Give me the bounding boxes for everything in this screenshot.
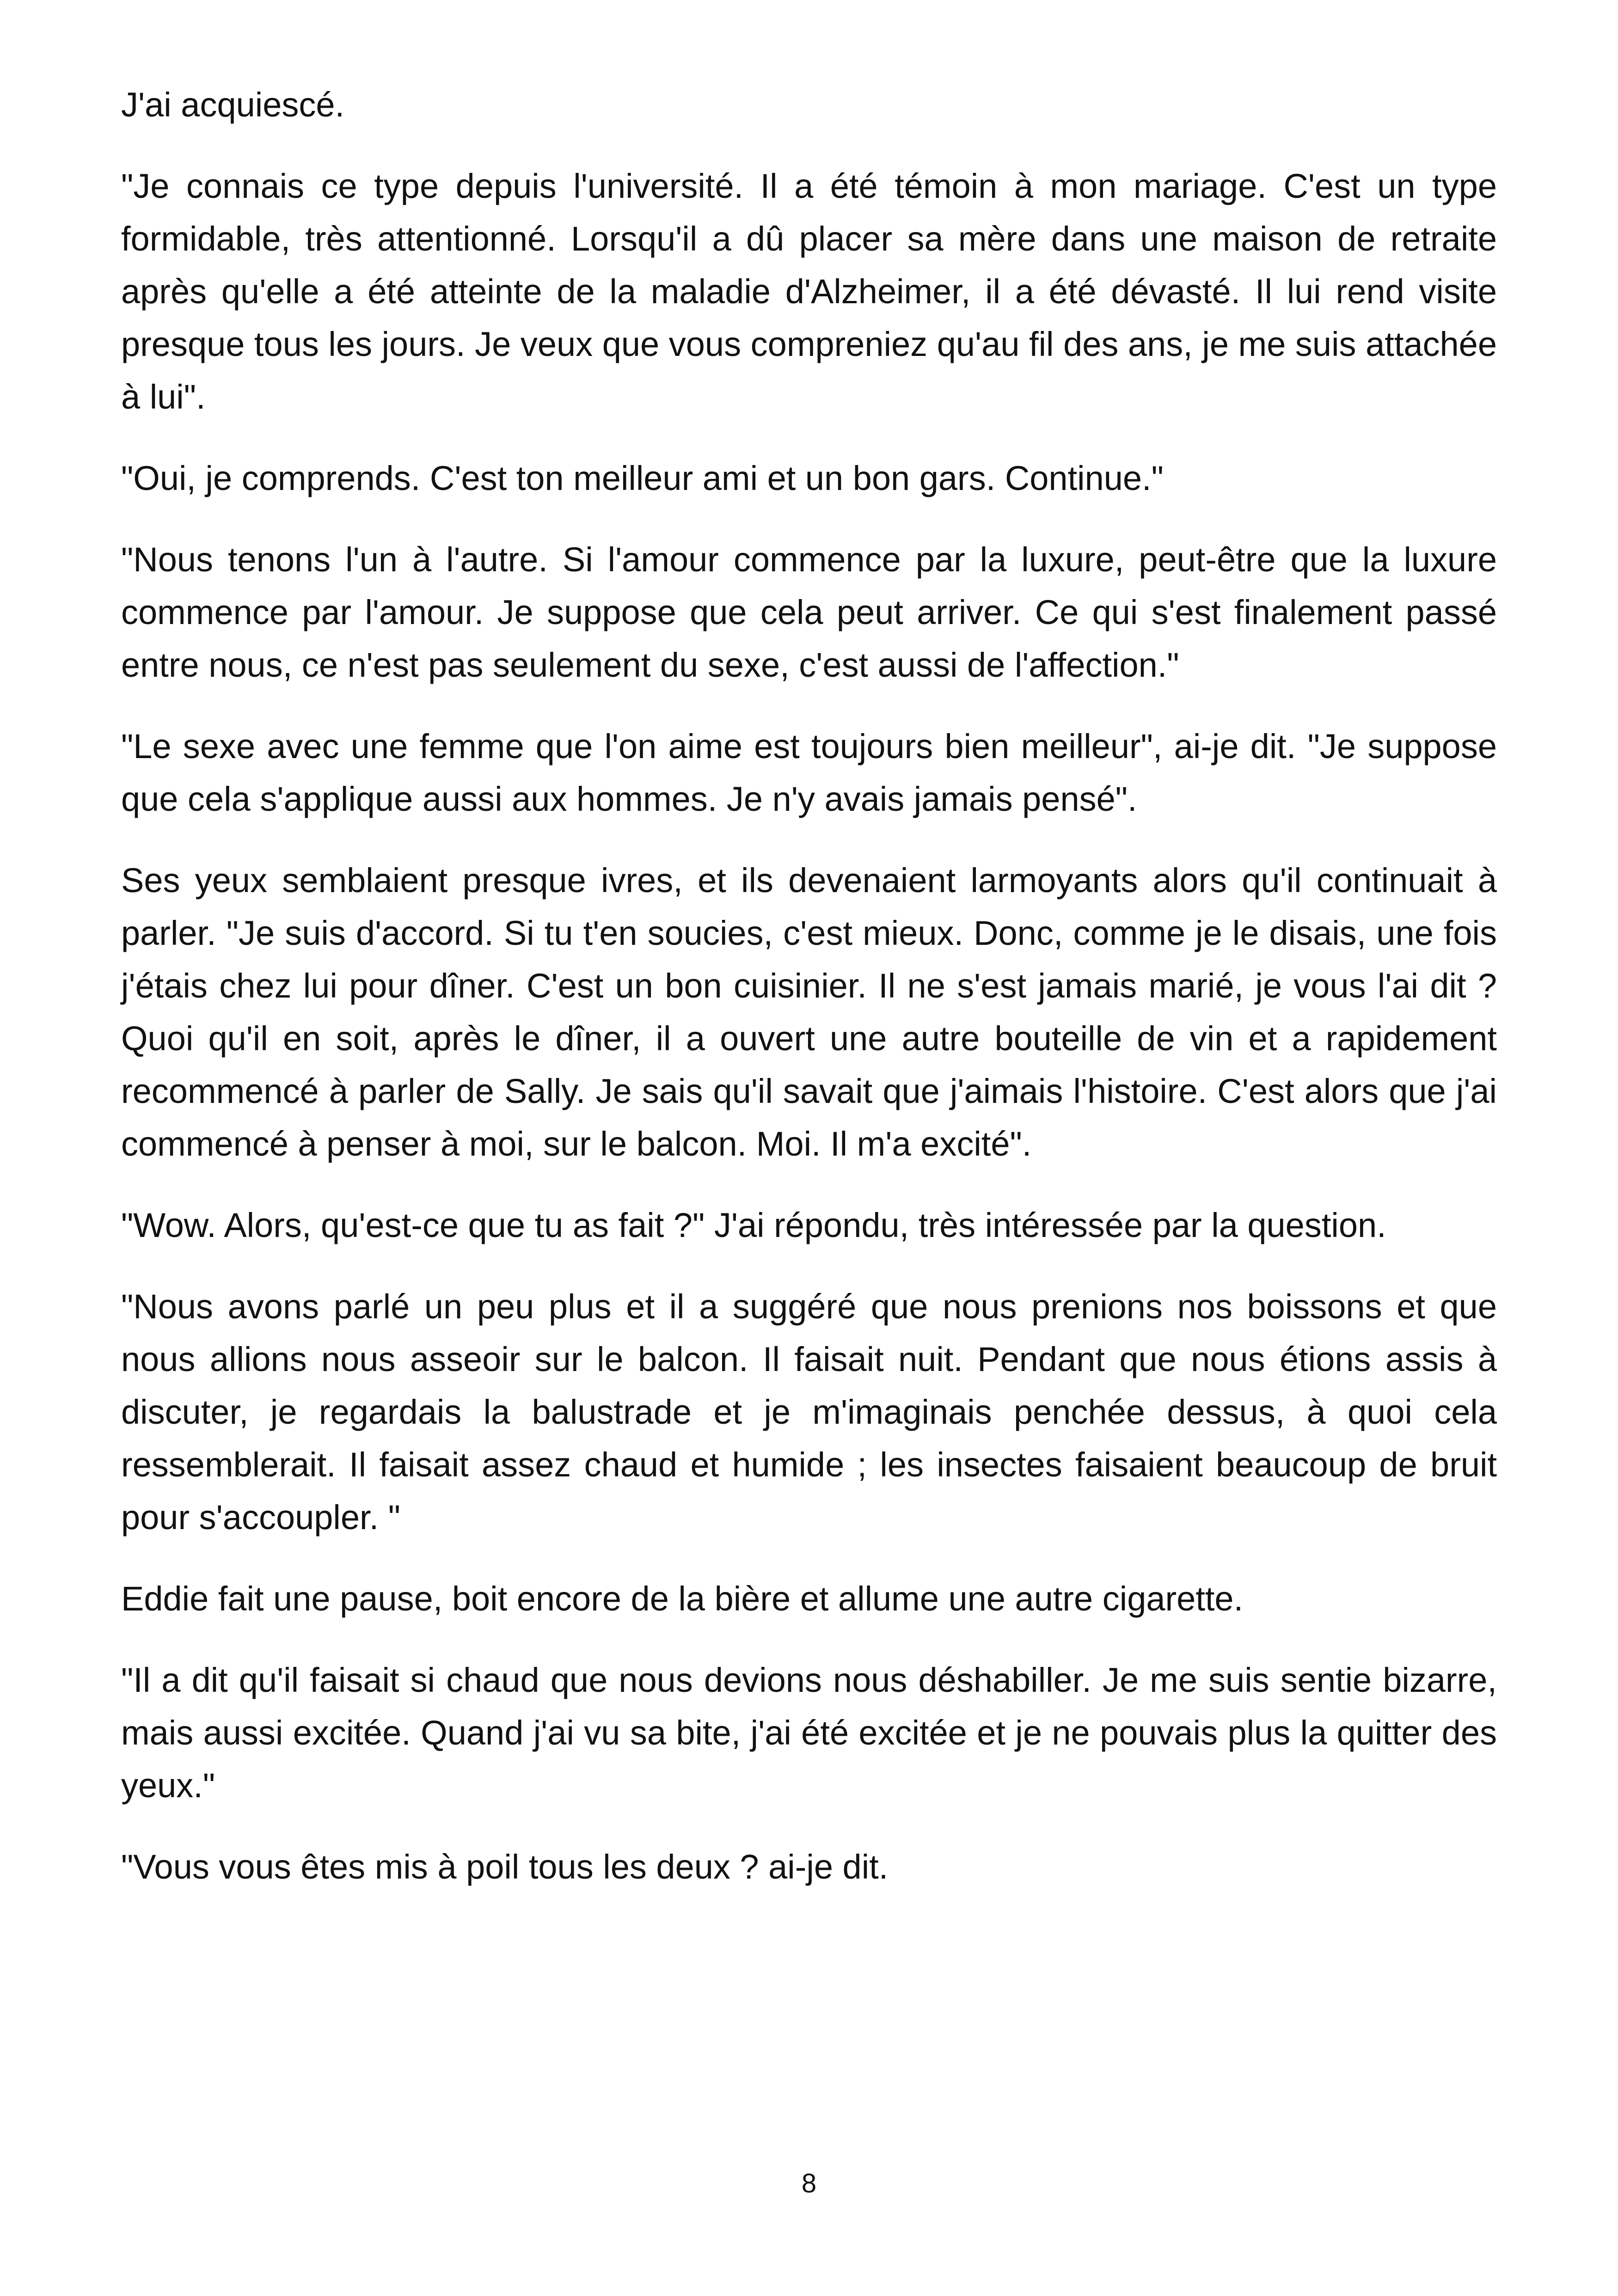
page-number: 8 xyxy=(801,2168,817,2198)
paragraph: "Le sexe avec une femme que l'on aime est toujours bien meilleur", ai-je dit. "Je suppose que cela s'applique aussi aux hommes. Je n'y avais jamais pensé". xyxy=(121,727,1497,818)
paragraph: "Il a dit qu'il faisait si chaud que nous devions nous déshabiller. Je me suis sentie bizarre, mais aussi excitée. Quand j'ai vu sa bite, j'ai été excitée et je ne pouvais plus la quitter des yeux." xyxy=(121,1661,1497,1805)
paragraph: Ses yeux semblaient presque ivres, et ils devenaient larmoyants alors qu'il continuait à parler. "Je suis d'accord. Si tu t'en soucies, c'est mieux. Donc, comme je le disais, une fois j'étais chez lui pour dîner. C'est un bon cuisinier. Il ne s'est jamais marié, je vous l'ai dit ? Quoi qu'il en soit, après le dîner, il a ouvert une autre bouteille de vin et a rapidement recommencé à parler de Sally. Je sais qu'il savait que j'aimais l'histoire. C'est alors que j'ai commencé à penser à moi, sur le balcon. Moi. Il m'a excité". xyxy=(121,861,1497,1163)
body-text xyxy=(121,79,1497,1922)
paragraph: Eddie fait une pause, boit encore de la bière et allume une autre cigarette. xyxy=(121,1580,1244,1618)
paragraph: "Nous tenons l'un à l'autre. Si l'amour commence par la luxure, peut-être que la luxure commence par l'amour. Je suppose que cela peut arriver. Ce qui s'est finalement passé entre nous, ce n'est pas seulement du sexe, c'est aussi de l'affection." xyxy=(121,540,1497,684)
paragraph: "Vous vous êtes mis à poil tous les deux ? ai-je dit. xyxy=(121,1848,889,1886)
paragraph: "Je connais ce type depuis l'université. Il a été témoin à mon mariage. C'est un type formidable, très attentionné. Lorsqu'il a dû placer sa mère dans une maison de retraite après qu'elle a été atteinte de la maladie d'Alzheimer, il a été dévasté. Il lui rend visite presque tous les jours. Je veux que vous compreniez qu'au fil des ans, je me suis attachée à lui". xyxy=(121,167,1497,416)
paragraph: "Wow. Alors, qu'est-ce que tu as fait ?" J'ai répondu, très intéressée par la question. xyxy=(121,1206,1386,1244)
paragraph: J'ai acquiescé. xyxy=(121,86,345,124)
paragraph: "Oui, je comprends. C'est ton meilleur ami et un bon gars. Continue." xyxy=(121,459,1164,497)
paragraph: "Nous avons parlé un peu plus et il a suggéré que nous prenions nos boissons et que nous allions nous asseoir sur le balcon. Il faisait nuit. Pendant que nous étions assis à discuter, je regardais la balustrade et je m'imaginais penchée dessus, à quoi cela ressemblerait. Il faisait assez chaud et humide ; les insectes faisaient beaucoup de bruit pour s'accoupler. " xyxy=(121,1287,1497,1537)
